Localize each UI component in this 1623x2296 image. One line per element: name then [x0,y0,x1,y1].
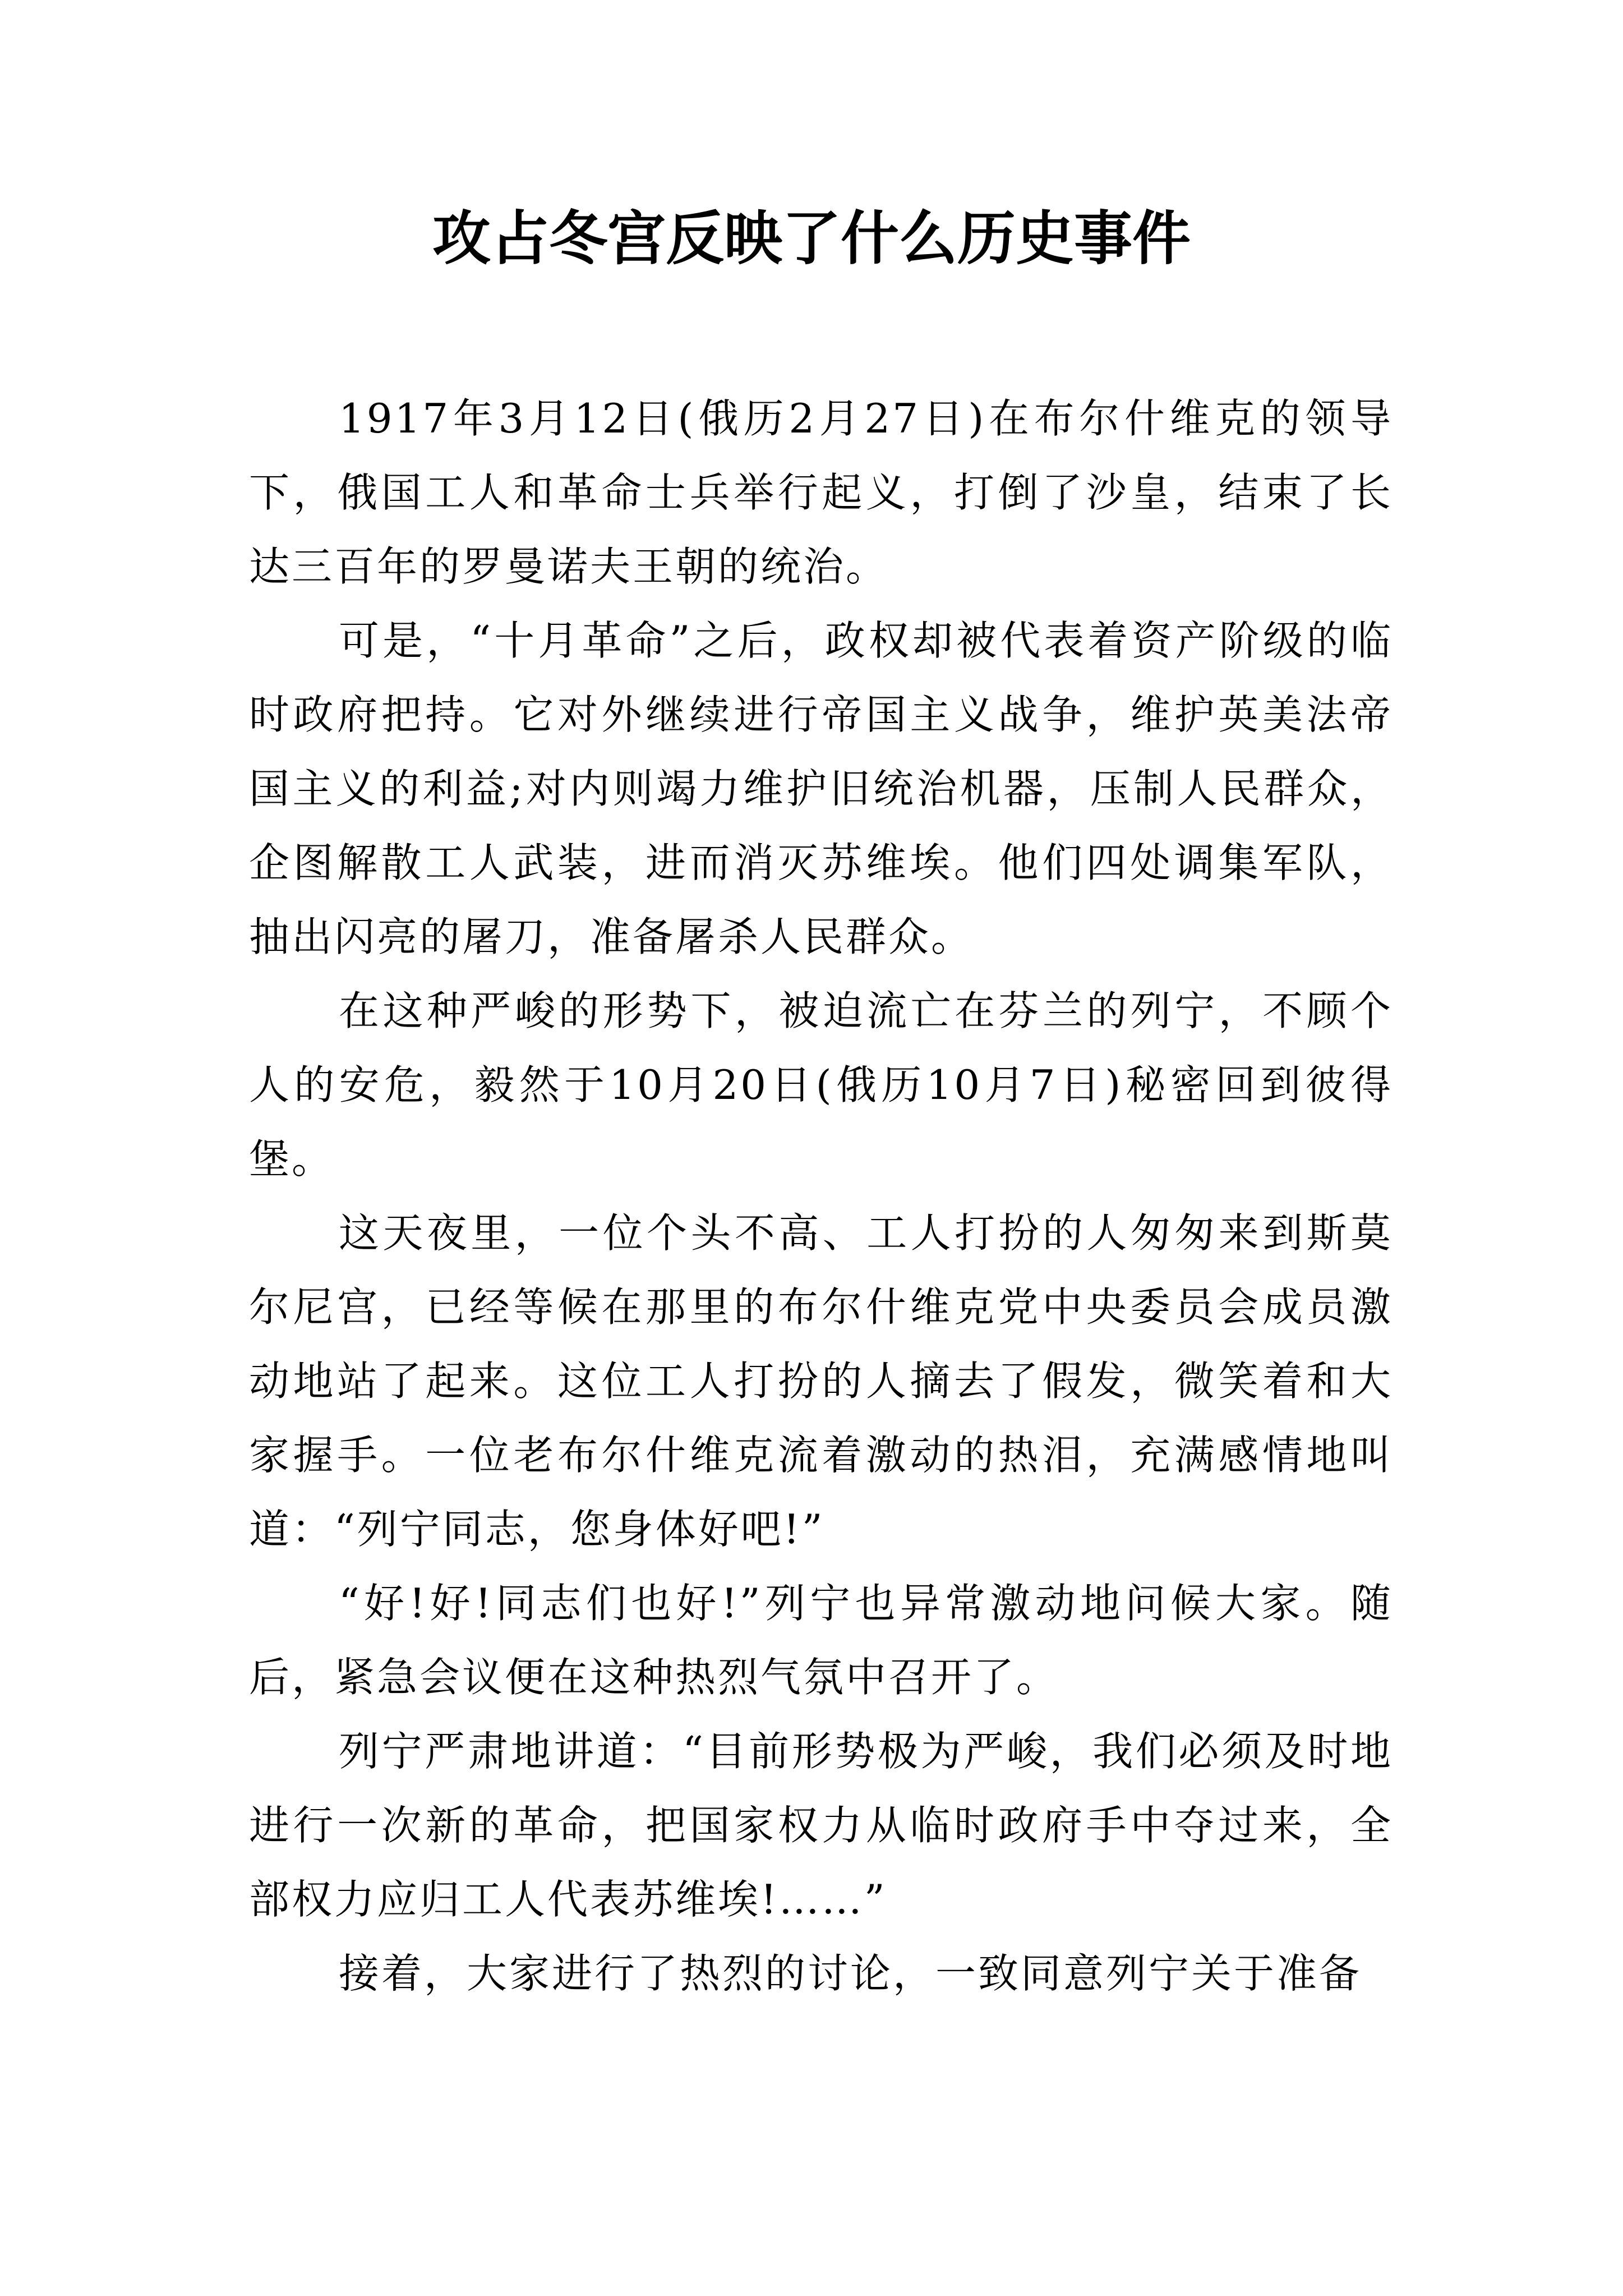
paragraph-5: “好!好!同志们也好!”列宁也异常激动地问候大家。随后，紧急会议便在这种热烈气氛中召开了。 [249,1580,1393,1701]
paragraph-6: 列宁严肃地讲道：“目前形势极为严峻，我们必须及时地进行一次新的革命，把国家权力从临时政府手中夺过来，全部权力应归工人代表苏维埃!……” [249,1728,1393,1923]
paragraph-3: 在这种严峻的形势下，被迫流亡在芬兰的列宁，不顾个人的安危，毅然于10月20日(俄历10月7日)秘密回到彼得堡。 [249,987,1393,1182]
document-body [249,381,1393,2010]
document-title: 攻占冬宫反映了什么历史事件 [432,204,1191,273]
paragraph-2: 可是，“十月革命”之后，政权却被代表着资产阶级的临时政府把持。它对外继续进行帝国主义战争，维护英美法帝国主义的利益;对内则竭力维护旧统治机器，压制人民群众，企图解散工人武装，进而消灭苏维埃。他们四处调集军队，抽出闪亮的屠刀，准备屠杀人民群众。 [249,617,1393,960]
paragraph-7: 接着，大家进行了热烈的讨论，一致同意列宁关于准备 [339,1950,1362,1997]
paragraph-4: 这天夜里，一位个头不高、工人打扮的人匆匆来到斯莫尔尼宫，已经等候在那里的布尔什维克党中央委员会成员激动地站了起来。这位工人打扮的人摘去了假发，微笑着和大家握手。一位老布尔什维克流着激动的热泪，充满感情地叫道：“列宁同志，您身体好吧!” [249,1209,1393,1553]
paragraph-1: 1917年3月12日(俄历2月27日)在布尔什维克的领导下，俄国工人和革命士兵举行起义，打倒了沙皇，结束了长达三百年的罗曼诺夫王朝的统治。 [249,395,1393,590]
